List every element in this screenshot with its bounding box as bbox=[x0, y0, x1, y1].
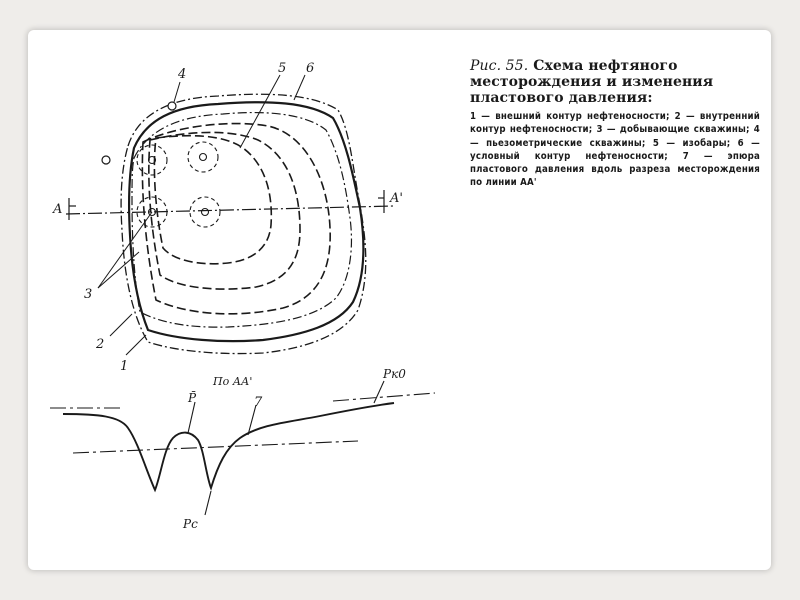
leader-p-bar bbox=[188, 402, 195, 433]
pressure-profile bbox=[50, 381, 435, 515]
label-p-contour: Pк0 bbox=[383, 367, 406, 381]
label-6: 6 bbox=[306, 61, 315, 76]
well-dot-4 bbox=[202, 209, 209, 216]
label-7: 7 bbox=[254, 395, 263, 410]
contour-pressure-line-right bbox=[333, 393, 435, 401]
label-a: A bbox=[53, 202, 63, 217]
well-circle-4 bbox=[190, 197, 220, 227]
label-a-prime: A' bbox=[390, 191, 403, 206]
figure-caption bbox=[470, 58, 760, 190]
piezometric-well-1 bbox=[168, 102, 176, 110]
leader-3a bbox=[98, 212, 152, 288]
leader-p-contour bbox=[374, 381, 384, 403]
caption-legend: 1 — внешний контур нефтеносности; 2 — внутренний контур нефтеносности; 3 — добывающие скважины; 4 — пьезометрические скважины; 5 — изобары; 6 — условный контур нефтеносности; 7 — эпюра пластового давления вдоль разреза месторождения по линии AA' bbox=[470, 111, 760, 189]
label-p-well: Pс bbox=[183, 517, 198, 531]
leader-6 bbox=[294, 75, 305, 100]
well-circle-1 bbox=[137, 145, 167, 175]
average-pressure-line bbox=[73, 441, 358, 453]
label-2: 2 bbox=[96, 337, 105, 352]
slide-card bbox=[28, 30, 771, 570]
leader-2 bbox=[110, 314, 132, 336]
conditional-oil-contour bbox=[129, 102, 363, 341]
leader-1 bbox=[126, 335, 146, 355]
label-1: 1 bbox=[120, 359, 129, 374]
label-3: 3 bbox=[84, 287, 93, 302]
label-4: 4 bbox=[178, 67, 187, 82]
isobars bbox=[142, 124, 330, 314]
leader-5 bbox=[240, 75, 280, 148]
label-5: 5 bbox=[278, 61, 287, 76]
isobar-2 bbox=[149, 132, 300, 289]
caption-title: Схема нефтяного месторождения и изменения пластового давления: bbox=[470, 58, 714, 106]
leader-p-well bbox=[205, 491, 211, 515]
section-line-aa bbox=[66, 190, 393, 220]
piezometric-well-2 bbox=[102, 156, 110, 164]
section-line bbox=[66, 206, 393, 214]
well-dot-2 bbox=[200, 154, 207, 161]
leader-4 bbox=[174, 82, 180, 102]
label-p-bar: P̄ bbox=[188, 391, 197, 405]
profile-labels bbox=[182, 367, 406, 531]
piezometric-wells bbox=[102, 102, 176, 164]
caption-heading bbox=[470, 58, 760, 106]
profile-title: По АА' bbox=[213, 375, 253, 388]
caption-figure-label: Рис. 55. bbox=[470, 58, 529, 74]
well-circle-2 bbox=[188, 142, 218, 172]
isobar-1 bbox=[142, 124, 330, 314]
